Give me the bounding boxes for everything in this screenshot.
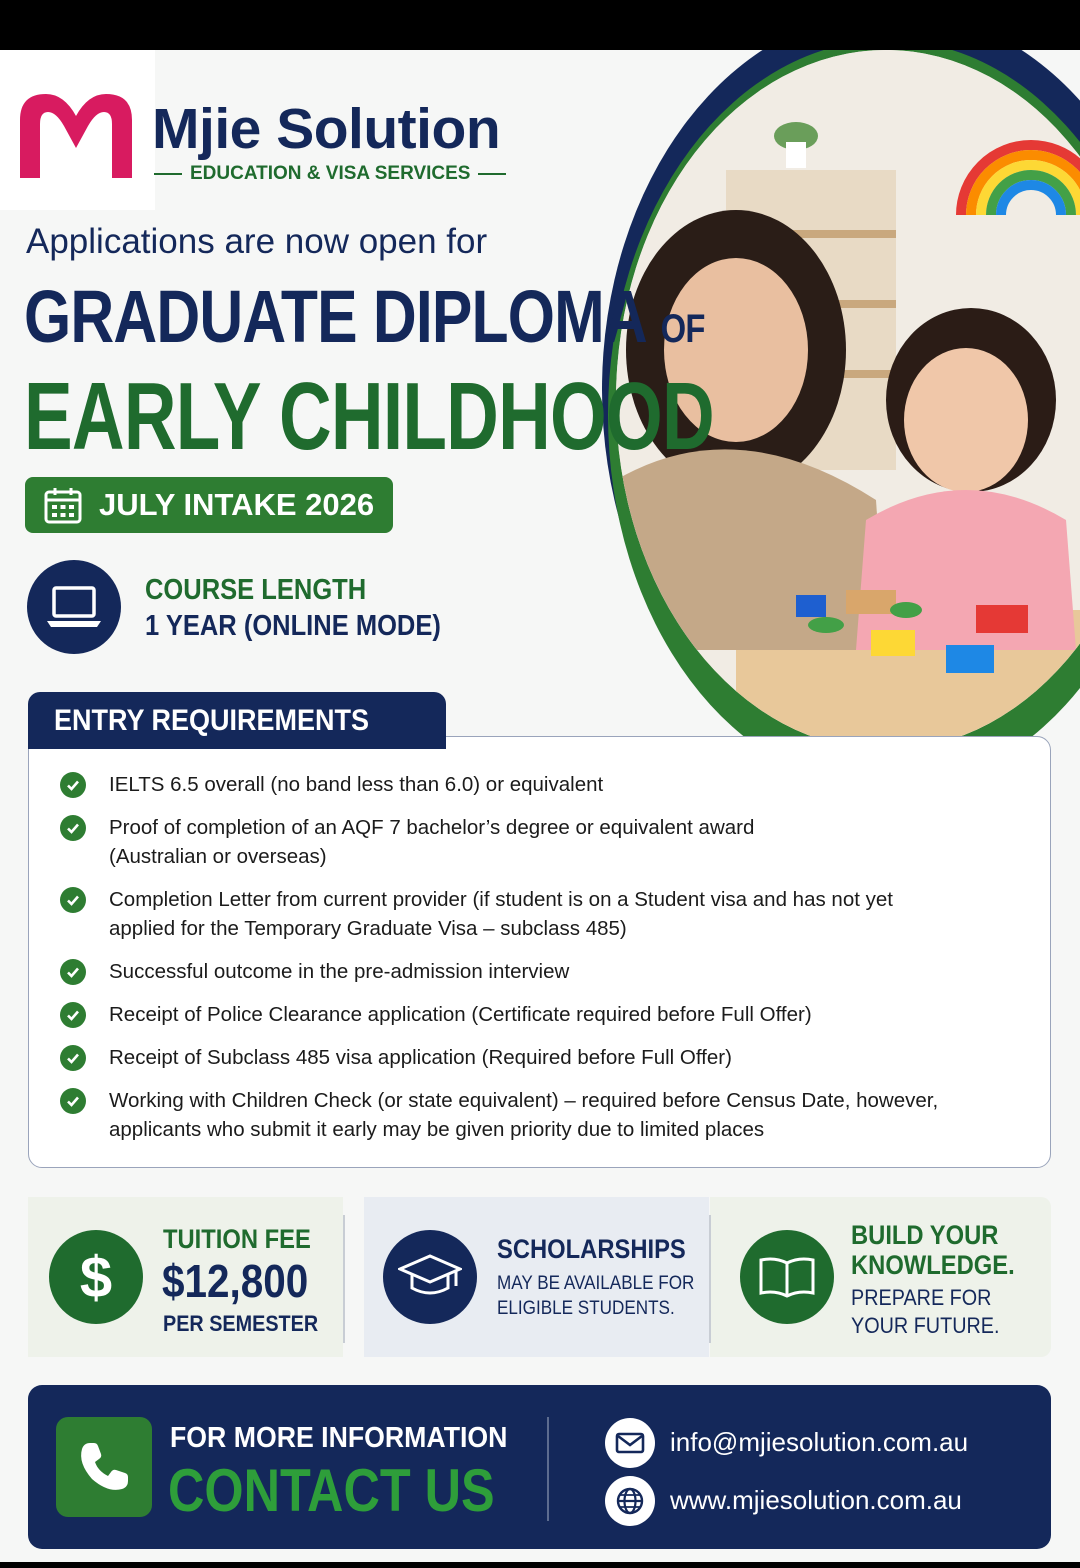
check-icon	[60, 1002, 86, 1028]
scholarships-title: SCHOLARSHIPS	[497, 1234, 686, 1264]
brand-name: Mjie Solution	[152, 97, 501, 161]
poster	[0, 50, 1080, 1562]
tagline-dash-left	[154, 173, 182, 175]
requirement-text: Receipt of Subclass 485 visa application (Required before Full Offer)	[109, 1046, 732, 1069]
requirement-item	[60, 1086, 960, 1144]
scholarships-line-1: MAY BE AVAILABLE FOR	[497, 1273, 695, 1294]
graduation-cap-icon	[398, 1252, 462, 1302]
globe-icon	[605, 1476, 655, 1526]
entry-requirements-header	[28, 692, 446, 749]
calendar-icon	[43, 485, 83, 525]
email-link[interactable]: info@mjiesolution.com.au	[670, 1427, 969, 1457]
check-icon	[60, 1088, 86, 1114]
phone-icon	[56, 1417, 152, 1517]
card-divider	[709, 1215, 711, 1343]
requirement-text: Working with Children Check (or state equivalent) – required before Census Date, however, applicants who submit it early may be given priority due to limited places	[109, 1089, 939, 1141]
requirement-text: Proof of completion of an AQF 7 bachelor’s degree or equivalent award (Australian or overseas)	[109, 816, 755, 868]
tuition-title: TUITION FEE	[163, 1224, 311, 1254]
requirement-item	[60, 957, 960, 986]
check-icon	[60, 1045, 86, 1071]
title-graduate-diploma: GRADUATE DIPLOMA	[24, 275, 645, 358]
footer-more-info: FOR MORE INFORMATION	[170, 1422, 508, 1454]
requirement-item	[60, 770, 960, 799]
requirement-item	[60, 1000, 960, 1029]
email-icon	[605, 1418, 655, 1468]
entry-requirements-list	[60, 770, 960, 1158]
intake-badge	[25, 477, 393, 533]
knowledge-title-1: BUILD YOUR	[851, 1220, 999, 1250]
intake-label: JULY INTAKE 2026	[99, 487, 375, 522]
scholarship-icon-circle	[383, 1230, 477, 1324]
book-icon	[757, 1255, 817, 1299]
check-icon	[60, 887, 86, 913]
tagline-dash-right	[478, 173, 506, 175]
tuition-amount: $12,800	[162, 1255, 309, 1307]
requirement-item	[60, 1043, 960, 1072]
requirement-text: Completion Letter from current provider (if student is on a Student visa and has not yet applied for the Temporary Graduate Visa – subclass 485)	[109, 888, 893, 940]
requirement-item	[60, 813, 960, 871]
subheadline: Applications are now open for	[26, 222, 488, 261]
requirement-item	[60, 885, 960, 943]
card-divider	[343, 1215, 345, 1343]
course-length-value: 1 YEAR (ONLINE MODE)	[145, 610, 441, 642]
footer-contact-us: CONTACT US	[168, 1457, 495, 1524]
knowledge-line-1: PREPARE FOR	[851, 1285, 992, 1310]
title-line-2: EARLY CHILDHOOD	[24, 363, 714, 470]
dollar-icon: $	[49, 1230, 143, 1324]
requirement-text: IELTS 6.5 overall (no band less than 6.0) or equivalent	[109, 773, 604, 796]
course-icon-circle	[27, 560, 121, 654]
tuition-period: PER SEMESTER	[163, 1311, 319, 1336]
title-line-1	[24, 274, 705, 359]
check-icon	[60, 815, 86, 841]
tagline-text: EDUCATION & VISA SERVICES	[190, 163, 471, 184]
bottom-bar	[0, 1562, 1080, 1568]
knowledge-icon-circle	[740, 1230, 834, 1324]
knowledge-title-2: KNOWLEDGE.	[851, 1250, 1015, 1280]
check-icon	[60, 959, 86, 985]
scholarships-line-2: ELIGIBLE STUDENTS.	[497, 1298, 675, 1319]
website-link[interactable]: www.mjiesolution.com.au	[670, 1485, 962, 1515]
entry-requirements-title: ENTRY REQUIREMENTS	[54, 703, 370, 737]
course-length-title: COURSE LENGTH	[145, 574, 367, 606]
knowledge-line-2: YOUR FUTURE.	[851, 1313, 1000, 1338]
brand-logo-icon	[16, 86, 136, 182]
title-of: OF	[660, 307, 705, 351]
requirement-text: Successful outcome in the pre-admission interview	[109, 960, 570, 983]
requirement-text: Receipt of Police Clearance application (Certificate required before Full Offer)	[109, 1003, 812, 1026]
brand-tagline	[154, 163, 506, 185]
check-icon	[60, 772, 86, 798]
laptop-icon	[45, 585, 103, 629]
footer-divider	[547, 1417, 549, 1521]
